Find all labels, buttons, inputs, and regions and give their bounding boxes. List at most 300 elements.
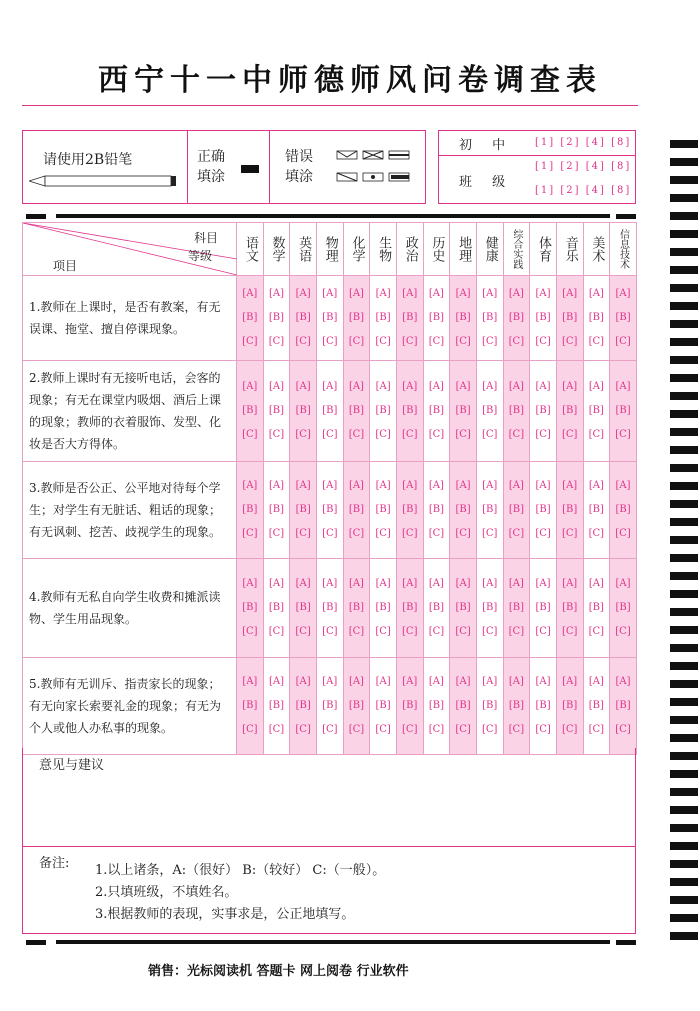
answer-bubble[interactable]: [A] [508, 578, 524, 589]
answer-cell [263, 361, 290, 462]
answer-bubble[interactable]: [B] [322, 504, 338, 515]
answer-bubble[interactable]: [A] [348, 676, 364, 687]
answer-bubble[interactable]: [B] [268, 312, 285, 323]
answer-bubble[interactable]: [B] [402, 312, 418, 323]
answer-bubble[interactable]: [B] [588, 312, 604, 323]
answer-bubble[interactable]: [C] [455, 429, 471, 440]
answer-bubble[interactable]: [B] [375, 700, 391, 711]
answer-cell [583, 361, 610, 462]
answer-bubble[interactable]: [B] [615, 700, 631, 711]
answer-bubble[interactable]: [B] [535, 700, 551, 711]
answer-bubble[interactable]: [B] [535, 312, 551, 323]
answer-bubble[interactable]: [B] [375, 312, 391, 323]
answer-bubble[interactable]: [A] [375, 288, 391, 299]
answer-bubble[interactable]: [C] [322, 626, 338, 637]
answer-bubble[interactable]: [C] [561, 336, 578, 347]
answer-bubble[interactable]: [B] [402, 700, 418, 711]
answer-bubble[interactable]: [C] [402, 336, 418, 347]
answer-bubble[interactable]: [A] [588, 480, 604, 491]
answer-bubble[interactable]: [C] [268, 724, 285, 735]
answer-bubble[interactable]: [B] [482, 405, 498, 416]
wrong-label: 错误填涂 [285, 149, 313, 185]
answer-bubble[interactable]: [C] [508, 429, 525, 440]
answer-bubble[interactable]: [C] [615, 724, 631, 735]
answer-bubble[interactable]: [B] [455, 405, 471, 416]
answer-bubble[interactable]: [A] [268, 578, 284, 589]
subject-header [476, 223, 503, 276]
timing-mark [670, 230, 698, 238]
answer-cell [237, 276, 264, 361]
answer-bubble[interactable]: [C] [561, 724, 578, 735]
answer-bubble[interactable]: [A] [562, 676, 578, 687]
answer-bubble[interactable]: [A] [535, 480, 551, 491]
answer-bubble[interactable]: [B] [242, 700, 258, 711]
answer-bubble[interactable]: [A] [402, 676, 418, 687]
answer-bubble[interactable]: [B] [428, 312, 444, 323]
answer-bubble[interactable]: [A] [455, 381, 471, 392]
answer-cell [450, 559, 477, 658]
answer-bubble[interactable]: [B] [322, 700, 338, 711]
timing-mark [670, 698, 698, 706]
answer-bubble[interactable]: [C] [268, 429, 285, 440]
answer-bubble[interactable]: [A] [615, 381, 631, 392]
answer-bubble[interactable]: [B] [295, 504, 311, 515]
answer-bubble[interactable]: [A] [615, 480, 631, 491]
answer-bubble[interactable]: [C] [322, 429, 338, 440]
subject-label: 英语 [296, 236, 312, 262]
answer-bubble[interactable]: [B] [562, 602, 578, 613]
answer-bubble[interactable]: [C] [428, 626, 445, 637]
answer-bubble[interactable]: [C] [508, 528, 525, 539]
answer-bubble[interactable]: [A] [482, 381, 498, 392]
answer-bubble[interactable]: [B] [268, 504, 285, 515]
answer-bubble[interactable]: [C] [375, 336, 391, 347]
answer-bubble[interactable]: [A] [535, 676, 551, 687]
answer-cell [316, 559, 343, 658]
answer-bubble[interactable]: [A] [482, 480, 498, 491]
timing-mark [670, 302, 698, 310]
answer-bubble[interactable]: [B] [295, 312, 311, 323]
answer-bubble[interactable]: [B] [348, 312, 365, 323]
timing-mark [670, 680, 698, 688]
answer-bubble[interactable]: [C] [242, 336, 258, 347]
answer-cell [556, 559, 583, 658]
timing-mark [670, 608, 698, 616]
answer-bubble[interactable]: [B] [455, 504, 471, 515]
answer-bubble[interactable]: [B] [428, 700, 444, 711]
answer-bubble[interactable]: [C] [615, 528, 631, 539]
answer-bubble[interactable]: [A] [508, 480, 524, 491]
answer-bubble[interactable]: [C] [242, 626, 258, 637]
notes-list [95, 860, 385, 926]
answer-bubble[interactable]: [A] [562, 578, 578, 589]
answer-bubble[interactable]: [B] [455, 312, 471, 323]
answer-bubble[interactable]: [A] [295, 381, 311, 392]
answer-bubble[interactable]: [C] [268, 528, 285, 539]
subject-label: 化学 [349, 236, 365, 262]
answer-bubble[interactable]: [C] [428, 429, 445, 440]
answer-bubble[interactable]: [B] [295, 700, 311, 711]
timing-mark [670, 320, 698, 328]
answer-bubble[interactable]: [C] [588, 724, 605, 735]
timing-mark [670, 428, 698, 436]
answer-bubble[interactable]: [B] [375, 405, 391, 416]
answer-bubble[interactable]: [C] [402, 724, 418, 735]
answer-bubble[interactable]: [B] [268, 602, 285, 613]
answer-bubble[interactable]: [C] [322, 528, 338, 539]
answer-bubble[interactable]: [A] [268, 676, 284, 687]
answer-bubble[interactable]: [B] [562, 700, 578, 711]
note-item: 1.以上诸条，A:（很好） B:（较好） C:（一般）。 [95, 863, 386, 878]
answer-bubble[interactable]: [B] [242, 602, 258, 613]
answer-bubble[interactable]: [B] [322, 312, 338, 323]
answer-bubble[interactable]: [B] [375, 504, 391, 515]
answer-bubble[interactable]: [C] [561, 626, 578, 637]
answer-bubble[interactable]: [A] [402, 288, 418, 299]
answer-bubble[interactable]: [A] [588, 578, 604, 589]
subject-label: 信息技术 [617, 229, 629, 269]
answer-bubble[interactable]: [C] [428, 336, 445, 347]
timing-mark [670, 626, 698, 634]
answer-bubble[interactable]: [B] [615, 602, 631, 613]
answer-bubble[interactable]: [B] [242, 312, 258, 323]
answer-bubble[interactable]: [A] [322, 288, 338, 299]
subject-header [503, 223, 530, 276]
answer-bubble[interactable]: [A] [295, 578, 311, 589]
answer-bubble[interactable]: [A] [375, 578, 391, 589]
answer-bubble[interactable]: [A] [615, 288, 631, 299]
answer-bubble[interactable]: [C] [322, 336, 338, 347]
answer-bubble[interactable]: [C] [295, 528, 311, 539]
answer-bubble[interactable]: [C] [242, 429, 258, 440]
answer-bubble[interactable]: [B] [402, 405, 418, 416]
answer-bubble[interactable]: [B] [508, 602, 524, 613]
answer-bubble[interactable]: [B] [615, 312, 631, 323]
answer-bubble[interactable]: [A] [562, 381, 578, 392]
answer-bubble[interactable]: [C] [348, 626, 365, 637]
answer-cell [423, 559, 450, 658]
answer-bubble[interactable]: [C] [322, 724, 338, 735]
answer-bubble[interactable]: [C] [508, 626, 525, 637]
answer-bubble[interactable]: [C] [482, 528, 498, 539]
answer-cell [290, 276, 317, 361]
answer-bubble[interactable]: [C] [615, 429, 631, 440]
timing-mark [670, 770, 698, 778]
answer-bubble[interactable]: [A] [428, 381, 444, 392]
answer-bubble[interactable]: [C] [375, 724, 391, 735]
timing-mark [670, 824, 698, 832]
answer-bubble[interactable]: [A] [535, 288, 551, 299]
answer-bubble[interactable]: [A] [348, 288, 364, 299]
answer-bubble[interactable]: [B] [535, 504, 551, 515]
timing-mark [670, 896, 698, 904]
answer-bubble[interactable]: [A] [268, 480, 284, 491]
answer-cell [316, 276, 343, 361]
answer-cell [583, 559, 610, 658]
answer-bubble[interactable]: [A] [482, 676, 498, 687]
answer-bubble[interactable]: [C] [535, 626, 551, 637]
answer-bubble[interactable]: [B] [535, 602, 551, 613]
answer-bubble[interactable]: [A] [242, 288, 258, 299]
answer-cell [370, 658, 397, 755]
answer-bubble[interactable]: [B] [615, 405, 631, 416]
answer-bubble[interactable]: [B] [455, 700, 471, 711]
answer-bubble[interactable]: [A] [428, 288, 444, 299]
answer-bubble[interactable]: [A] [402, 381, 418, 392]
answer-bubble[interactable]: [B] [562, 504, 578, 515]
answer-cell [530, 559, 557, 658]
answer-bubble[interactable]: [A] [242, 676, 258, 687]
class-digits-1[interactable]: [1] [2] [4] [8] [535, 161, 632, 172]
footer-text: 销售：光标阅读机 答题卡 网上阅卷 行业软件 [148, 964, 409, 979]
answer-bubble[interactable]: [C] [455, 336, 471, 347]
answer-bubble[interactable]: [A] [295, 288, 311, 299]
answer-bubble[interactable]: [C] [615, 626, 631, 637]
answer-bubble[interactable]: [A] [535, 578, 551, 589]
answer-cell [237, 658, 264, 755]
answer-bubble[interactable]: [C] [242, 724, 258, 735]
timing-mark [670, 932, 698, 940]
answer-bubble[interactable]: [C] [348, 528, 365, 539]
answer-bubble[interactable]: [B] [535, 405, 551, 416]
answer-bubble[interactable]: [A] [588, 676, 604, 687]
notes-label: 备注: [39, 856, 70, 871]
answer-bubble[interactable]: [B] [428, 602, 444, 613]
answer-bubble[interactable]: [A] [242, 480, 258, 491]
answer-bubble[interactable]: [C] [402, 528, 418, 539]
top-timing-bar [56, 214, 610, 218]
answer-bubble[interactable]: [A] [428, 578, 444, 589]
answer-bubble[interactable]: [C] [508, 336, 525, 347]
answer-bubble[interactable]: [B] [268, 700, 285, 711]
answer-bubble[interactable]: [C] [402, 626, 418, 637]
timing-mark [670, 266, 698, 274]
answer-bubble[interactable]: [C] [588, 626, 605, 637]
answer-bubble[interactable]: [A] [535, 381, 551, 392]
answer-cell [423, 361, 450, 462]
answer-cell [290, 559, 317, 658]
answer-bubble[interactable]: [B] [402, 602, 418, 613]
answer-bubble[interactable]: [C] [588, 429, 605, 440]
answer-bubble[interactable]: [A] [402, 578, 418, 589]
answer-bubble[interactable]: [C] [428, 528, 445, 539]
answer-bubble[interactable]: [B] [242, 405, 258, 416]
answer-cell [396, 658, 423, 755]
answer-bubble[interactable]: [B] [348, 700, 365, 711]
answer-bubble[interactable]: [C] [402, 429, 418, 440]
answer-bubble[interactable]: [C] [535, 528, 551, 539]
answer-bubble[interactable]: [C] [242, 528, 258, 539]
answer-cell [476, 361, 503, 462]
answer-bubble[interactable]: [B] [375, 602, 391, 613]
answer-bubble[interactable]: [C] [295, 626, 311, 637]
answer-bubble[interactable]: [C] [348, 724, 365, 735]
answer-bubble[interactable]: [B] [428, 405, 444, 416]
timing-mark [670, 158, 698, 166]
answer-bubble[interactable]: [C] [455, 626, 471, 637]
answer-bubble[interactable]: [B] [588, 602, 604, 613]
answer-bubble[interactable]: [A] [588, 381, 604, 392]
answer-bubble[interactable]: [A] [562, 480, 578, 491]
answer-bubble[interactable]: [A] [295, 676, 311, 687]
answer-bubble[interactable]: [A] [455, 676, 471, 687]
answer-bubble[interactable]: [A] [482, 578, 498, 589]
fill-guide-box [22, 130, 426, 204]
answer-bubble[interactable]: [B] [588, 405, 604, 416]
class-digits-2[interactable]: [1] [2] [4] [8] [535, 185, 632, 196]
header-corner [23, 223, 237, 276]
answer-bubble[interactable]: [B] [508, 312, 524, 323]
answer-bubble[interactable]: [C] [561, 528, 578, 539]
answer-bubble[interactable]: [A] [295, 480, 311, 491]
answer-bubble[interactable]: [C] [482, 336, 498, 347]
subject-header [396, 223, 423, 276]
answer-bubble[interactable]: [C] [615, 336, 631, 347]
answer-bubble[interactable]: [C] [455, 724, 471, 735]
answer-bubble[interactable]: [B] [428, 504, 444, 515]
answer-cell [530, 361, 557, 462]
answer-cell [583, 462, 610, 559]
answer-bubble[interactable]: [C] [588, 528, 605, 539]
answer-bubble[interactable]: [C] [588, 336, 605, 347]
timing-mark [670, 554, 698, 562]
answer-bubble[interactable]: [B] [562, 405, 578, 416]
answer-bubble[interactable]: [C] [482, 429, 498, 440]
answer-bubble[interactable]: [A] [615, 676, 631, 687]
answer-bubble[interactable]: [C] [295, 724, 311, 735]
subject-label: 美术 [589, 236, 605, 262]
answer-bubble[interactable]: [C] [508, 724, 525, 735]
bottom-timing-bar [56, 940, 610, 944]
answer-bubble[interactable]: [A] [402, 480, 418, 491]
timing-mark [670, 176, 698, 184]
answer-bubble[interactable]: [A] [615, 578, 631, 589]
answer-bubble[interactable]: [B] [482, 504, 498, 515]
answer-cell [316, 361, 343, 462]
answer-bubble[interactable]: [C] [535, 724, 551, 735]
answer-bubble[interactable]: [A] [375, 676, 391, 687]
answer-bubble[interactable]: [C] [375, 429, 391, 440]
answer-cell [370, 361, 397, 462]
answer-cell [583, 276, 610, 361]
answer-bubble[interactable]: [A] [482, 288, 498, 299]
answer-bubble[interactable]: [A] [242, 381, 258, 392]
answer-bubble[interactable]: [B] [482, 602, 498, 613]
answer-bubble[interactable]: [C] [535, 429, 551, 440]
answer-bubble[interactable]: [B] [242, 504, 258, 515]
subject-label: 语文 [242, 236, 258, 262]
answer-bubble[interactable]: [B] [402, 504, 418, 515]
answer-bubble[interactable]: [A] [375, 381, 391, 392]
answer-bubble[interactable]: [A] [375, 480, 391, 491]
answer-bubble[interactable]: [A] [455, 480, 471, 491]
pencil-icon [29, 175, 177, 187]
answer-bubble[interactable]: [A] [242, 578, 258, 589]
answer-bubble[interactable]: [A] [322, 578, 338, 589]
answer-bubble[interactable]: [B] [588, 504, 604, 515]
grade-digits[interactable]: [1] [2] [4] [8] [535, 137, 632, 148]
answer-bubble[interactable]: [B] [562, 312, 578, 323]
answer-bubble[interactable]: [B] [295, 602, 311, 613]
answer-bubble[interactable]: [B] [615, 504, 631, 515]
answer-cell [370, 462, 397, 559]
answer-bubble[interactable]: [C] [375, 528, 391, 539]
answer-cell [450, 658, 477, 755]
answer-bubble[interactable]: [A] [348, 480, 364, 491]
answer-bubble[interactable]: [B] [508, 700, 524, 711]
answer-bubble[interactable]: [C] [561, 429, 578, 440]
answer-bubble[interactable]: [B] [295, 405, 311, 416]
answer-bubble[interactable]: [A] [562, 288, 578, 299]
answer-bubble[interactable]: [A] [428, 676, 444, 687]
answer-bubble[interactable]: [A] [348, 381, 364, 392]
answer-bubble[interactable]: [A] [322, 480, 338, 491]
answer-bubble[interactable]: [C] [268, 336, 285, 347]
answer-bubble[interactable]: [C] [348, 336, 365, 347]
answer-bubble[interactable]: [B] [588, 700, 604, 711]
answer-bubble[interactable]: [C] [535, 336, 551, 347]
answer-bubble[interactable]: [B] [508, 504, 524, 515]
timing-mark [670, 140, 698, 148]
answer-bubble[interactable]: [A] [348, 578, 364, 589]
answer-bubble[interactable]: [A] [322, 381, 338, 392]
answer-cell [237, 559, 264, 658]
subject-header [450, 223, 477, 276]
answer-bubble[interactable]: [B] [482, 312, 498, 323]
answer-bubble[interactable]: [C] [295, 336, 311, 347]
answer-bubble[interactable]: [A] [268, 288, 284, 299]
answer-bubble[interactable]: [C] [482, 626, 498, 637]
answer-bubble[interactable]: [A] [455, 288, 471, 299]
timing-mark [670, 500, 698, 508]
answer-bubble[interactable]: [B] [455, 602, 471, 613]
answer-bubble[interactable]: [B] [348, 602, 365, 613]
answer-bubble[interactable]: [C] [268, 626, 285, 637]
answer-cell [450, 361, 477, 462]
answer-bubble[interactable]: [A] [588, 288, 604, 299]
answer-cell [503, 462, 530, 559]
answer-bubble[interactable]: [B] [348, 504, 365, 515]
answer-bubble[interactable]: [C] [375, 626, 391, 637]
answer-bubble[interactable]: [A] [322, 676, 338, 687]
answer-bubble[interactable]: [A] [455, 578, 471, 589]
answer-bubble[interactable]: [C] [348, 429, 365, 440]
subject-header [263, 223, 290, 276]
answer-bubble[interactable]: [B] [348, 405, 365, 416]
answer-bubble[interactable]: [A] [428, 480, 444, 491]
answer-bubble[interactable]: [B] [322, 602, 338, 613]
answer-bubble[interactable]: [C] [428, 724, 445, 735]
question-row [23, 361, 637, 462]
opinion-area[interactable] [22, 748, 636, 934]
answer-bubble[interactable]: [C] [482, 724, 498, 735]
answer-bubble[interactable]: [B] [482, 700, 498, 711]
answer-cell [423, 276, 450, 361]
timing-mark [670, 842, 698, 850]
answer-bubble[interactable]: [A] [268, 381, 284, 392]
answer-bubble[interactable]: [A] [508, 381, 524, 392]
answer-bubble[interactable]: [C] [295, 429, 311, 440]
answer-bubble[interactable]: [B] [322, 405, 338, 416]
answer-bubble[interactable]: [B] [508, 405, 524, 416]
answer-bubble[interactable]: [B] [268, 405, 285, 416]
subject-header [290, 223, 317, 276]
side-timing-marks [650, 0, 700, 1011]
answer-bubble[interactable]: [A] [508, 288, 524, 299]
timing-mark [670, 194, 698, 202]
answer-bubble[interactable]: [A] [508, 676, 524, 687]
answer-bubble[interactable]: [C] [455, 528, 471, 539]
